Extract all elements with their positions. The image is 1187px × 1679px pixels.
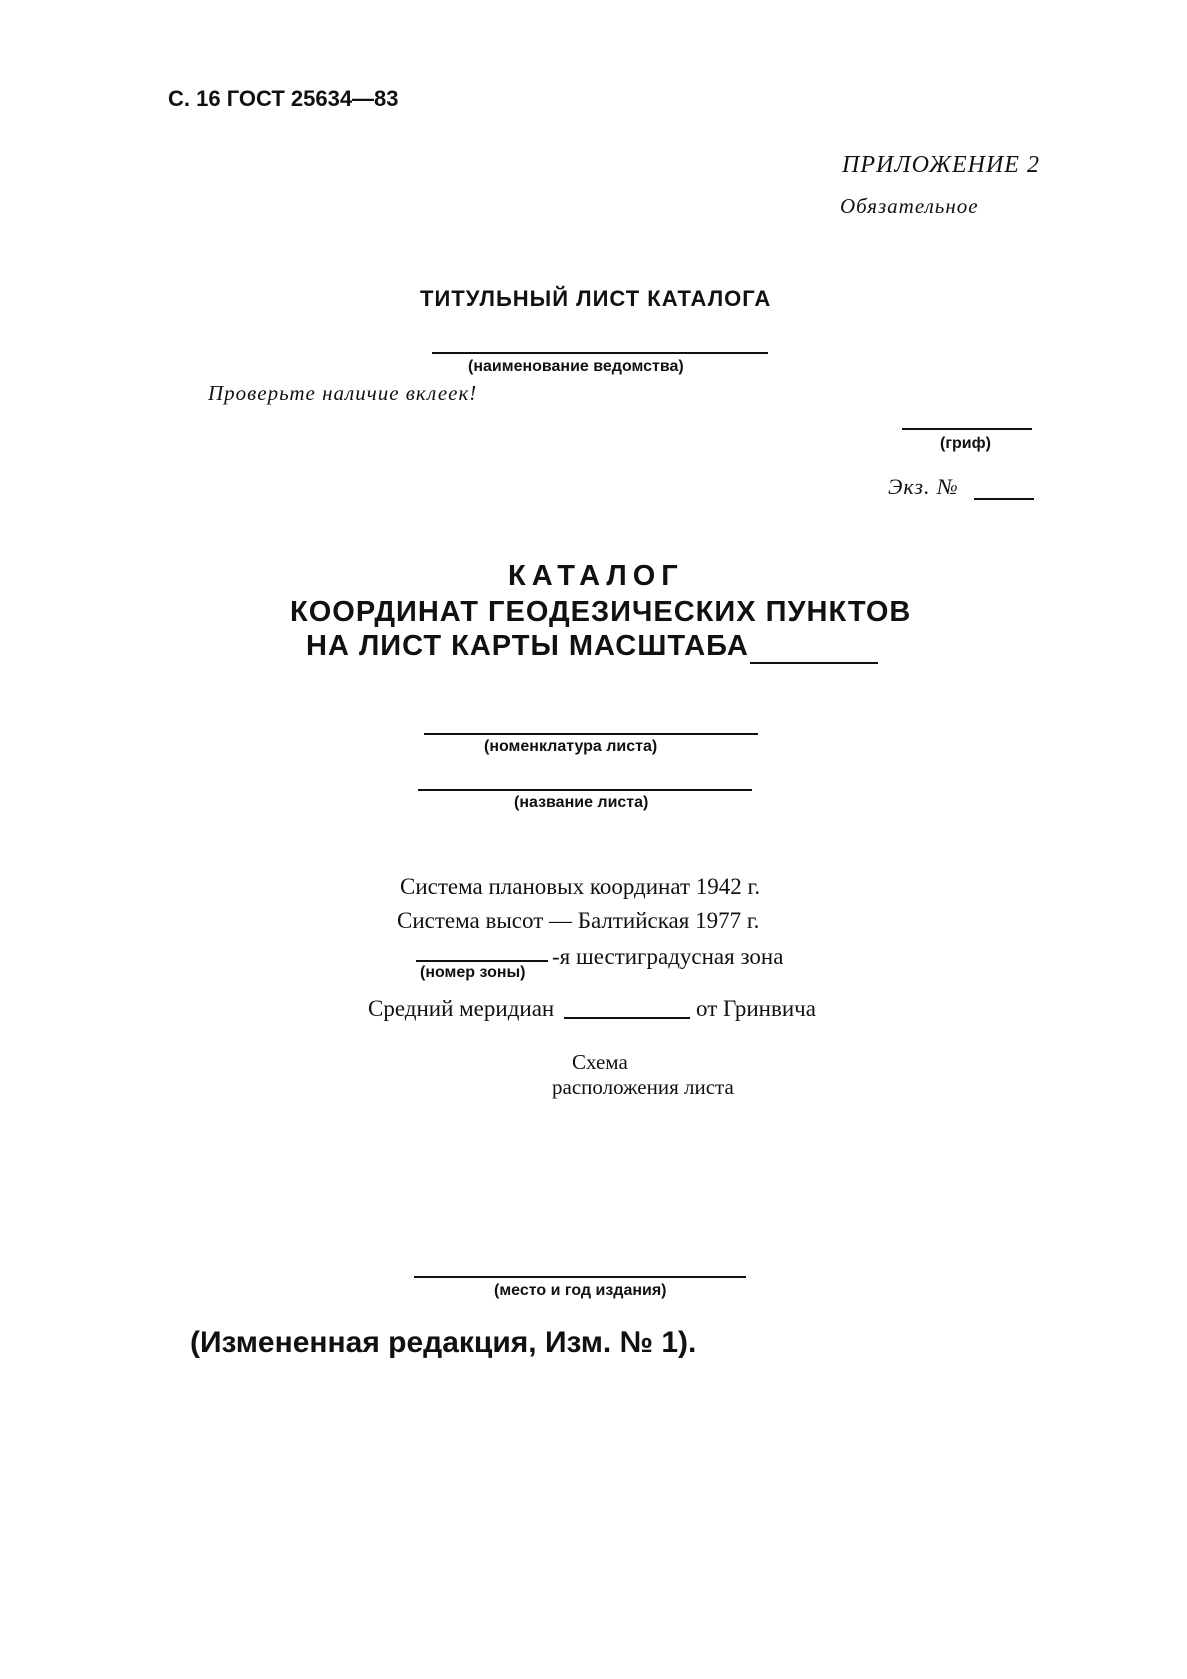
catalog-title-line3: НА ЛИСТ КАРТЫ МАСШТАБА [306, 630, 749, 662]
height-system: Система высот — Балтийская 1977 г. [397, 908, 760, 933]
catalog-title-line2: КООРДИНАТ ГЕОДЕЗИЧЕСКИХ ПУНКТОВ [290, 596, 912, 628]
inserts-notice: Проверьте наличие вклеек! [208, 381, 478, 405]
scale-line [750, 662, 878, 664]
scheme-line1: Схема [572, 1050, 628, 1074]
meridian-line [564, 1017, 690, 1019]
page-header: С. 16 ГОСТ 25634—83 [168, 86, 399, 111]
appendix-label: ПРИЛОЖЕНИЕ 2 [842, 152, 1040, 178]
zone-line [416, 960, 548, 962]
meridian-suffix: от Гринвича [696, 996, 816, 1021]
copy-number-line [974, 498, 1034, 500]
zone-text: -я шестиградусная зона [552, 944, 784, 969]
publication-line [414, 1276, 746, 1278]
nomenclature-caption: (номенклатура листа) [484, 738, 658, 755]
planar-system: Система плановых координат 1942 г. [400, 874, 761, 899]
publication-caption: (место и год издания) [494, 1282, 667, 1299]
stamp-caption: (гриф) [940, 435, 991, 452]
sheet-name-line [418, 789, 752, 791]
stamp-line [902, 428, 1032, 430]
appendix-status: Обязательное [840, 194, 979, 218]
catalog-title-line1: КАТАЛОГ [508, 560, 684, 592]
agency-caption: (наименование ведомства) [468, 358, 684, 375]
sheet-name-caption: (название листа) [514, 794, 649, 811]
revision-note: (Измененная редакция, Изм. № 1). [190, 1326, 697, 1359]
scheme-line2: расположения листа [552, 1075, 734, 1099]
meridian-prefix: Средний меридиан [368, 996, 555, 1021]
section-title: ТИТУЛЬНЫЙ ЛИСТ КАТАЛОГА [420, 286, 772, 311]
nomenclature-line [424, 733, 758, 735]
zone-caption: (номер зоны) [420, 964, 526, 981]
copy-number-label: Экз. № [888, 474, 959, 499]
agency-line [432, 352, 768, 354]
